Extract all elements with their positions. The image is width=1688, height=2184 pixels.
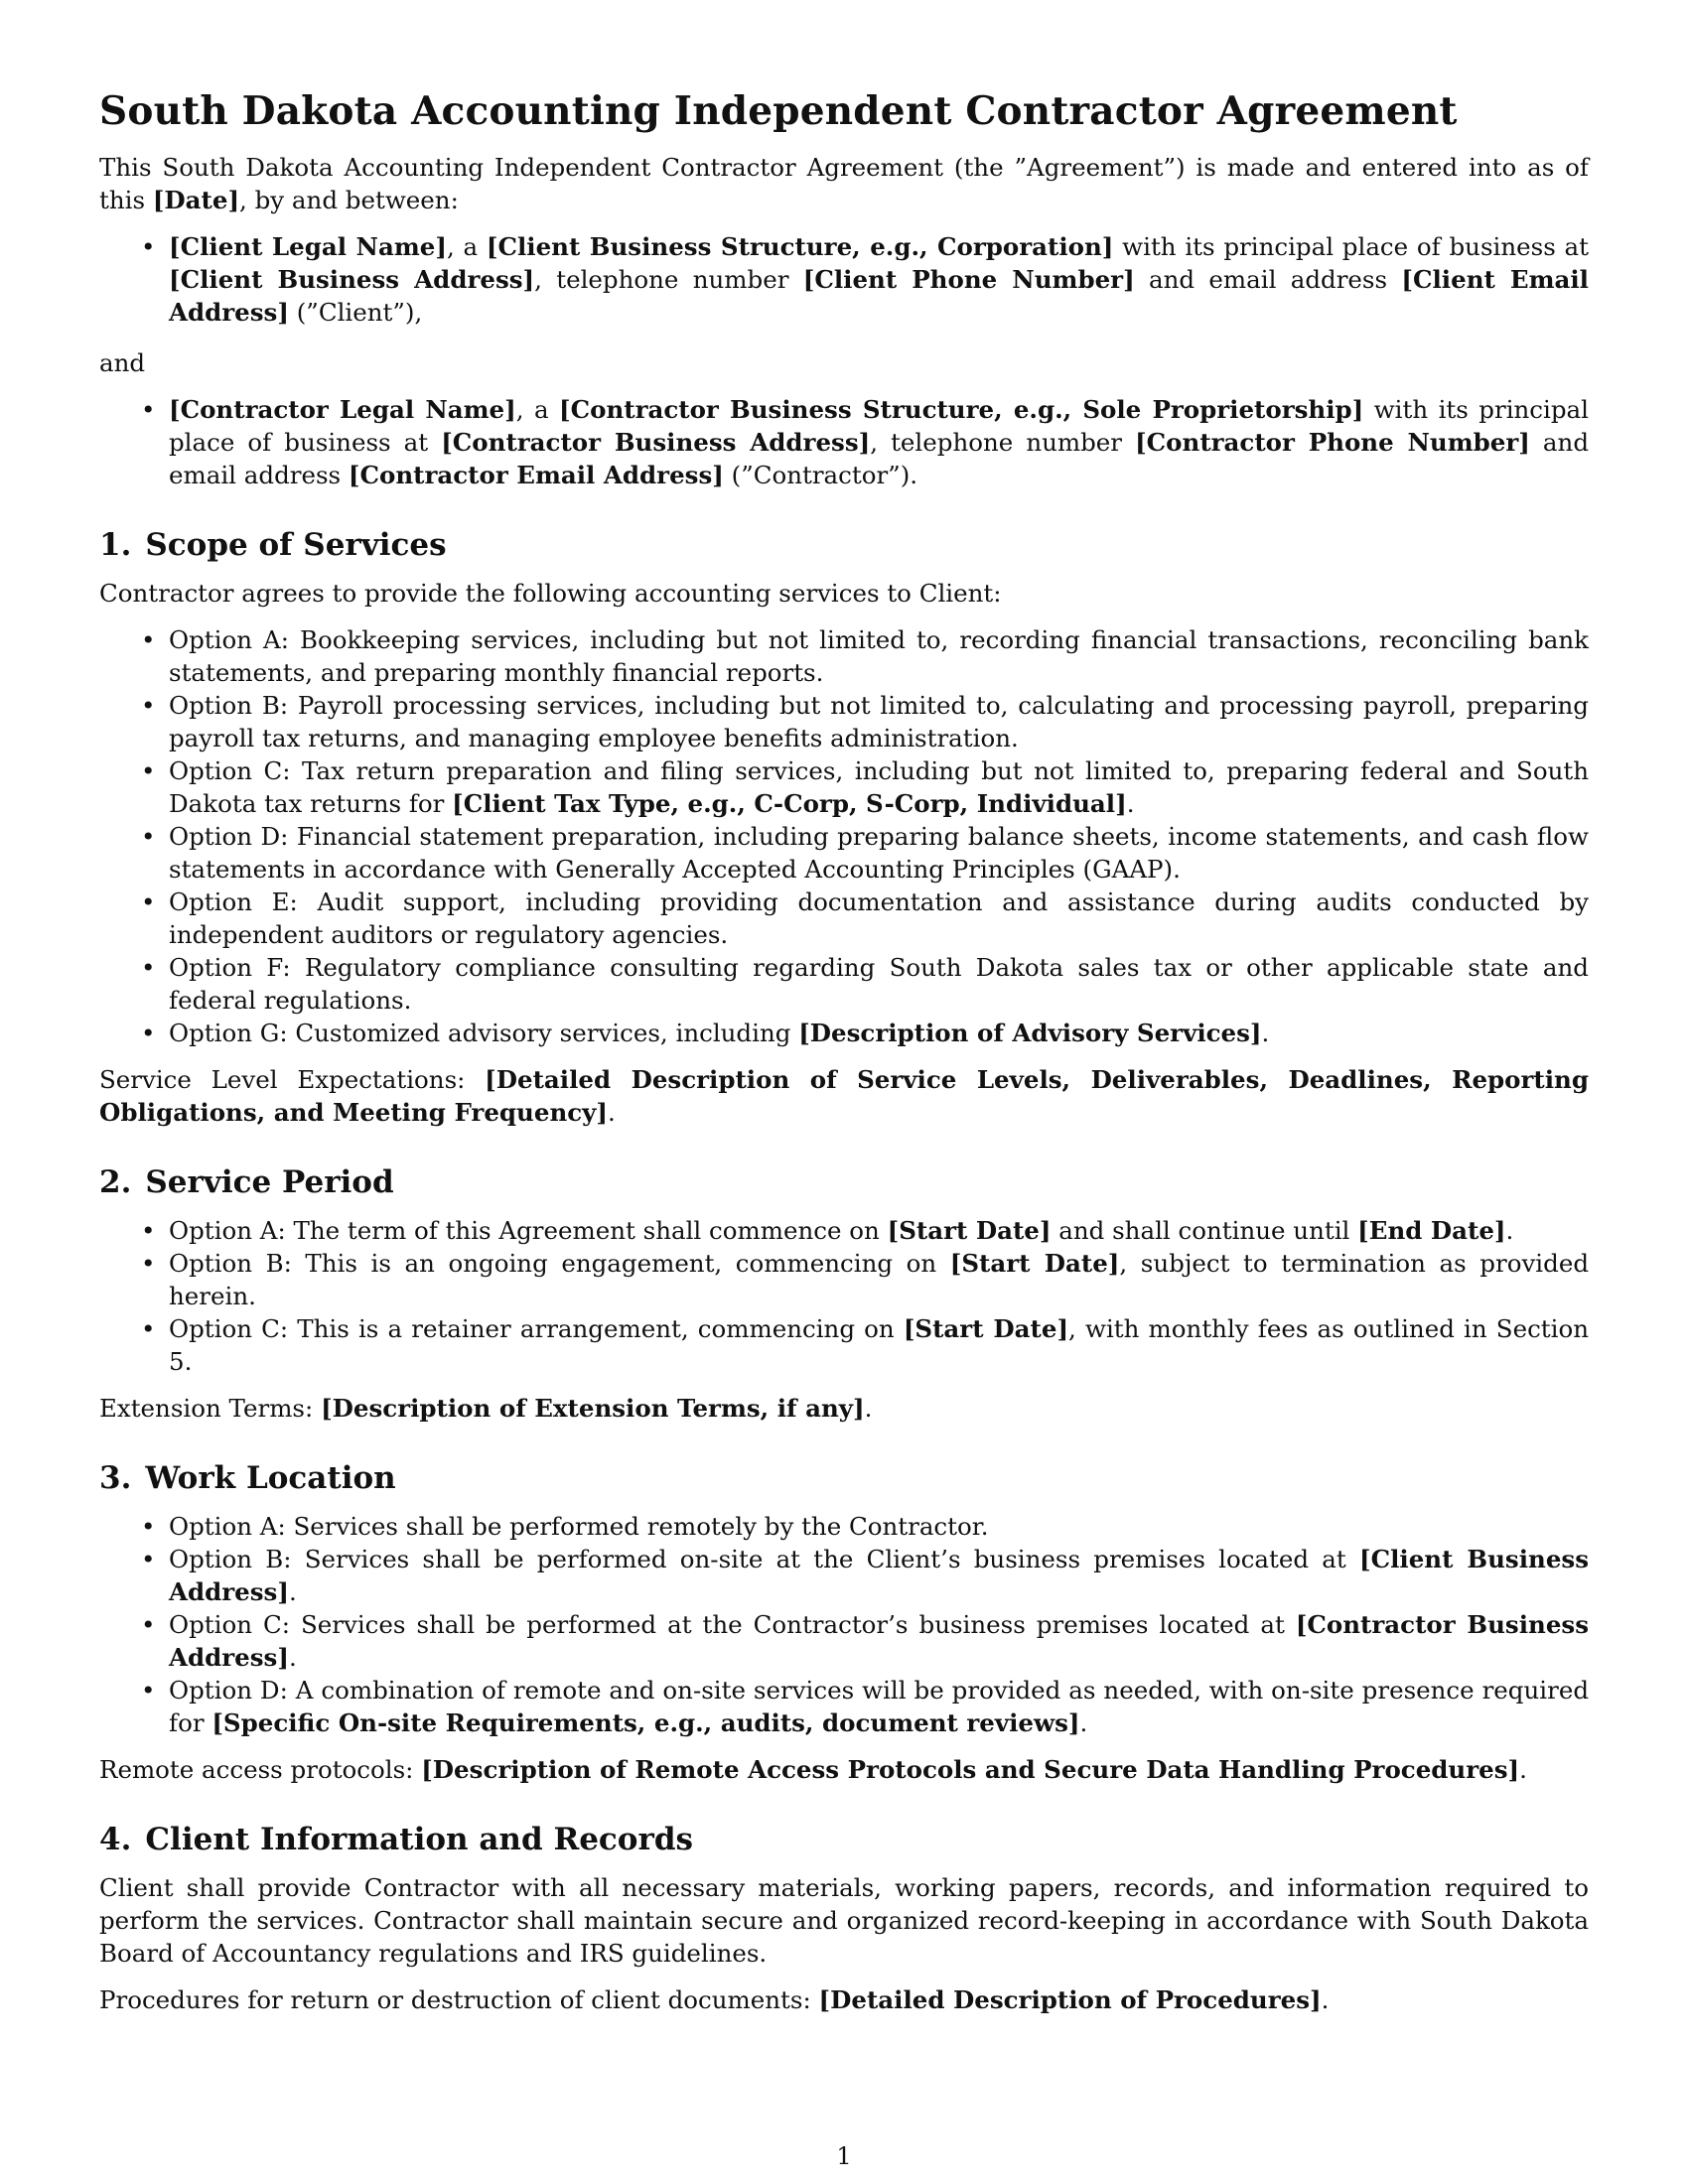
paragraph-text: .	[608, 1098, 616, 1127]
section-2-heading	[99, 1162, 1589, 1202]
paragraph-text: .	[864, 1394, 873, 1423]
page-number: 1	[836, 2142, 852, 2170]
section-title: Service Period	[145, 1164, 394, 1200]
client-phone-placeholder: [Client Phone Number]	[802, 265, 1135, 294]
remote-access-protocols	[99, 1753, 1589, 1786]
section-number: 3.	[99, 1460, 132, 1496]
section-number: 1.	[99, 527, 132, 563]
option-text: Option B: This is an ongoing engagement, commencing on	[169, 1249, 950, 1278]
scope-options-list	[99, 623, 1589, 1049]
paragraph-text: Remote access protocols:	[99, 1755, 422, 1784]
option-text: Option A: The term of this Agreement shall commence on	[169, 1216, 888, 1245]
contractor-address-placeholder: [Contractor Business Address]	[169, 1610, 1589, 1672]
period-option-a	[169, 1214, 1589, 1247]
option-text: Option G: Customized advisory services, including	[169, 1019, 799, 1047]
client-address-placeholder: [Client Business Address]	[169, 1545, 1590, 1606]
contractor-phone-placeholder: [Contractor Phone Number]	[1135, 428, 1530, 457]
start-date-placeholder: [Start Date]	[949, 1249, 1120, 1278]
scope-option-g	[169, 1017, 1589, 1049]
section-title: Client Information and Records	[145, 1822, 693, 1857]
option-text: .	[1079, 1708, 1088, 1737]
service-levels-placeholder: [Detailed Description of Service Levels, Deliverables, Deadlines, Reporting Obligations, and Meeting Frequency]	[99, 1065, 1590, 1127]
end-date-placeholder: [End Date]	[1357, 1216, 1506, 1245]
section-3-heading	[99, 1458, 1589, 1498]
section-1-heading	[99, 525, 1589, 565]
client-address-placeholder: [Client Business Address]	[169, 265, 535, 294]
scope-option-c	[169, 754, 1589, 820]
client-text: , telephone number	[534, 265, 803, 294]
document-page	[99, 85, 1589, 2030]
option-text: .	[288, 1643, 297, 1672]
section-title: Work Location	[145, 1460, 396, 1496]
client-name-placeholder: [Client Legal Name]	[169, 232, 447, 261]
contractor-text: , telephone number	[870, 428, 1136, 457]
contractor-address-placeholder: [Contractor Business Address]	[441, 428, 871, 457]
client-text: and email address	[1134, 265, 1402, 294]
work-location-options-list	[99, 1510, 1589, 1739]
service-level-expectations	[99, 1063, 1589, 1129]
client-text: (”Client”),	[288, 298, 423, 327]
section-number: 2.	[99, 1164, 132, 1200]
section-4-heading	[99, 1820, 1589, 1859]
contractor-structure-placeholder: [Contractor Business Structure, e.g., Sole Proprietorship]	[559, 395, 1364, 424]
scope-option-a: • Option A: Bookkeeping services, including but not limited to, recording financial transactions, reconciling bank statements, and preparing monthly financial reports.	[169, 623, 1589, 689]
client-email-placeholder: [Client Email Address]	[169, 265, 1589, 327]
extension-terms	[99, 1392, 1589, 1425]
location-option-d	[169, 1674, 1589, 1739]
date-placeholder: [Date]	[152, 186, 240, 214]
contractor-text: , a	[515, 395, 560, 424]
start-date-placeholder: [Start Date]	[903, 1314, 1069, 1343]
option-text: Option C: Tax return preparation and filing services, including but not limited to, preparing federal and South Dakota tax returns for	[169, 756, 1589, 818]
option-text: and shall continue until	[1051, 1216, 1358, 1245]
contractor-email-placeholder: [Contractor Email Address]	[348, 461, 724, 489]
scope-option-f: • Option F: Regulatory compliance consulting regarding South Dakota sales tax or other applicable state and federal regulations.	[169, 951, 1589, 1017]
remote-access-placeholder: [Description of Remote Access Protocols and Secure Data Handling Procedures]	[421, 1755, 1520, 1784]
option-text: .	[1505, 1216, 1514, 1245]
option-text: .	[1261, 1019, 1270, 1047]
section-title: Scope of Services	[145, 527, 447, 563]
contractor-name-placeholder: [Contractor Legal Name]	[169, 395, 516, 424]
paragraph-text: .	[1321, 1985, 1330, 2014]
option-text: .	[1126, 789, 1135, 818]
scope-intro: Contractor agrees to provide the following accounting services to Client:	[99, 579, 1002, 608]
location-option-a: • Option A: Services shall be performed remotely by the Contractor.	[169, 1510, 1589, 1543]
scope-option-b: • Option B: Payroll processing services, including but not limited to, calculating and processing payroll, preparing payroll tax returns, and managing employee benefits administration.	[169, 689, 1589, 754]
option-text: .	[288, 1577, 297, 1606]
location-option-b	[169, 1543, 1589, 1608]
advisory-services-placeholder: [Description of Advisory Services]	[798, 1019, 1262, 1047]
contractor-party-list	[99, 393, 1589, 491]
option-text: Option C: Services shall be performed at the Contractor’s business premises located at	[169, 1610, 1296, 1639]
scope-option-d: • Option D: Financial statement preparation, including preparing balance sheets, income statements, and cash flow statements in accordance with Generally Accepted Accounting Principles (GAAP).	[169, 820, 1589, 886]
option-text: Option C: This is a retainer arrangement, commencing on	[169, 1314, 904, 1343]
section-number: 4.	[99, 1822, 132, 1857]
and-text: and	[99, 348, 146, 377]
paragraph-text: Service Level Expectations:	[99, 1065, 486, 1094]
paragraph-text: .	[1519, 1755, 1527, 1784]
contractor-text: with its principal place of business at	[169, 395, 1589, 457]
client-structure-placeholder: [Client Business Structure, e.g., Corporation]	[486, 232, 1114, 261]
location-option-c	[169, 1608, 1589, 1674]
contractor-text: (”Contractor”).	[723, 461, 918, 489]
scope-option-e: • Option E: Audit support, including providing documentation and assistance during audits conducted by independent auditors or regulatory agencies.	[169, 886, 1589, 951]
procedures-placeholder: [Detailed Description of Procedures]	[818, 1985, 1322, 2014]
period-option-b	[169, 1247, 1589, 1312]
contractor-text: and email address	[169, 428, 1589, 489]
option-text: , with monthly fees as outlined in Section 5.	[169, 1314, 1590, 1376]
extension-terms-placeholder: [Description of Extension Terms, if any]	[321, 1394, 865, 1423]
client-text: , a	[446, 232, 487, 261]
onsite-requirements-placeholder: [Specific On-site Requirements, e.g., audits, document reviews]	[211, 1708, 1080, 1737]
service-period-options-list	[99, 1214, 1589, 1378]
tax-type-placeholder: [Client Tax Type, e.g., C-Corp, S-Corp, Individual]	[452, 789, 1127, 818]
client-party-list	[99, 230, 1589, 329]
paragraph-text: Extension Terms:	[99, 1394, 322, 1423]
paragraph-text: Procedures for return or destruction of client documents:	[99, 1985, 819, 2014]
option-text: , subject to termination as provided herein.	[169, 1249, 1589, 1310]
period-option-c	[169, 1312, 1589, 1378]
document-procedures-paragraph	[99, 1983, 1589, 2016]
intro-text: This South Dakota Accounting Independent Contractor Agreement (the ”Agreement”) is made and entered into as of this	[99, 153, 1589, 214]
contractor-party-item	[169, 393, 1589, 491]
client-party-item	[169, 230, 1589, 329]
document-title: South Dakota Accounting Independent Contractor Agreement	[99, 88, 1458, 134]
client-text: with its principal place of business at	[1113, 232, 1589, 261]
intro-paragraph	[99, 151, 1589, 216]
intro-text-end: , by and between:	[239, 186, 459, 214]
option-text: Option B: Services shall be performed on-site at the Client’s business premises located at	[169, 1545, 1359, 1573]
start-date-placeholder: [Start Date]	[887, 1216, 1052, 1245]
client-records-paragraph: Client shall provide Contractor with all necessary materials, working papers, records, and information required to perform the services. Contractor shall maintain secure and organized record-keeping in accordance with South Dakota Board of Accountancy regulations and IRS guidelines.	[99, 1873, 1589, 1968]
option-text: Option D: A combination of remote and on-site services will be provided as needed, with on-site presence required for	[169, 1676, 1589, 1737]
